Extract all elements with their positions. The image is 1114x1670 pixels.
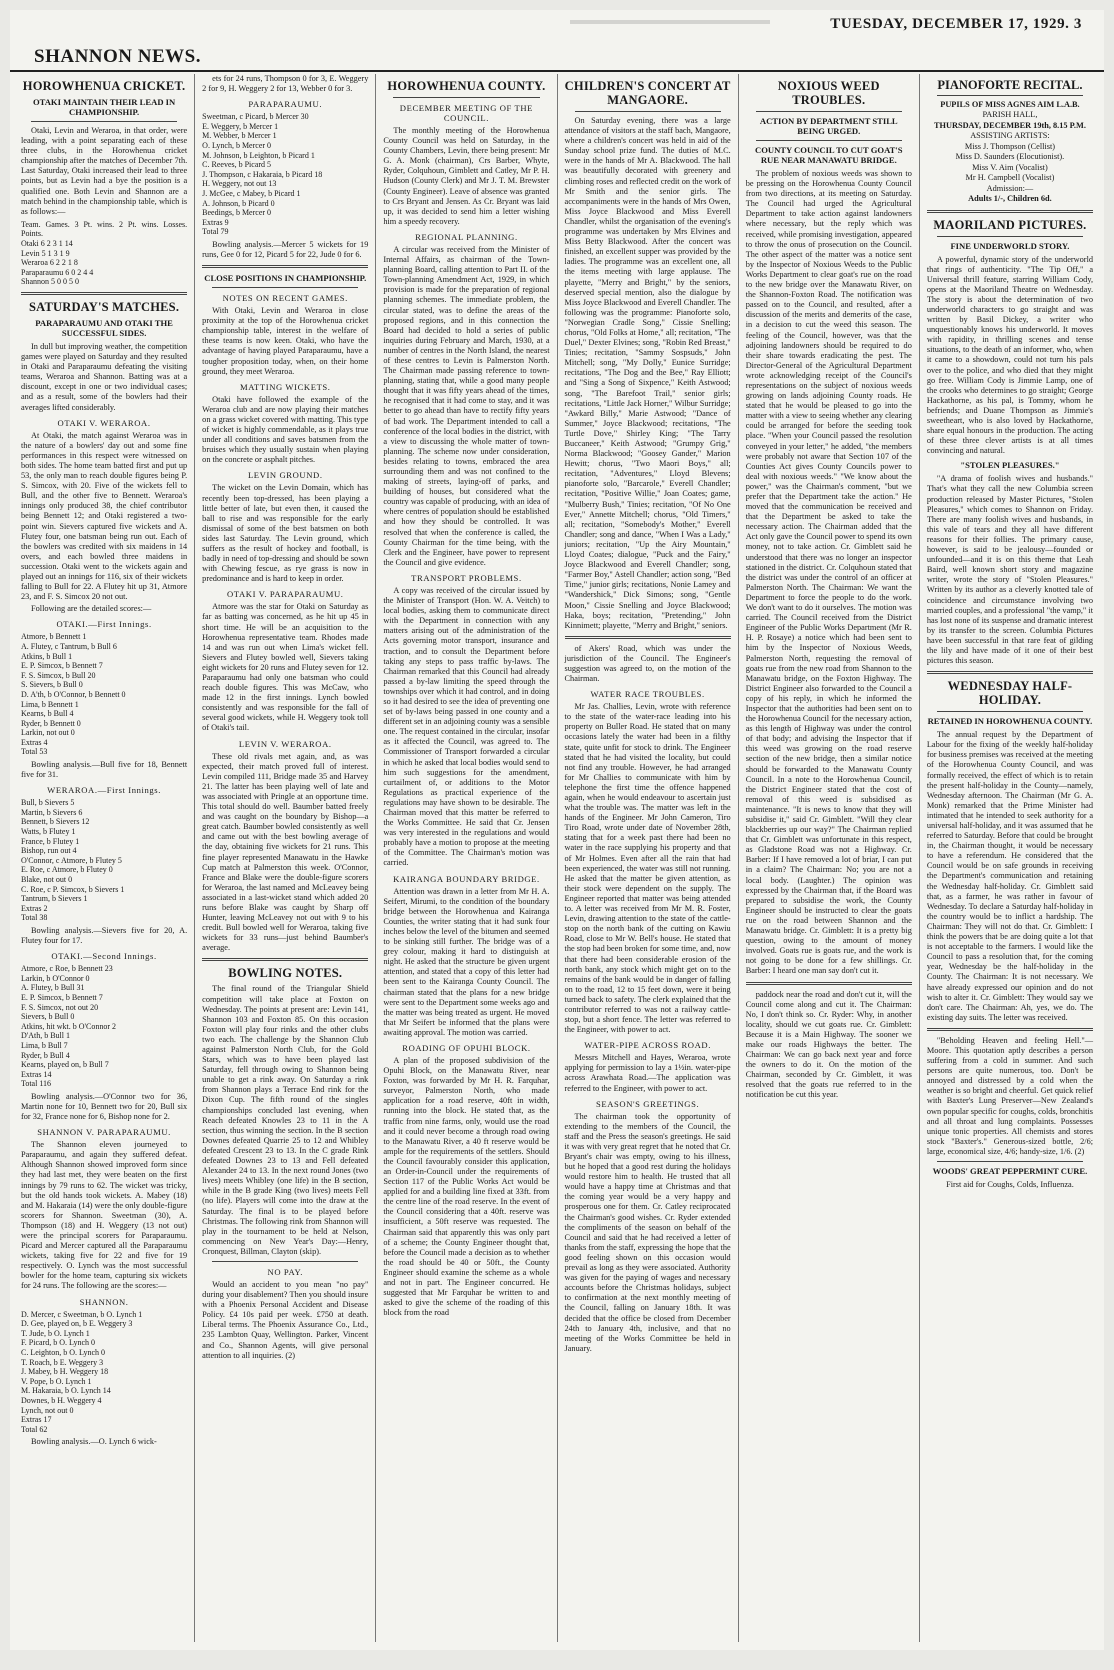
score-line: E. Weggery, b Mercer 1 (202, 121, 279, 131)
score-line: Total 79 (202, 227, 229, 237)
divider (937, 95, 1083, 96)
score-line: A. Johnson, b Picard 0 (202, 198, 275, 208)
divider (565, 636, 731, 639)
advert-artists-heading: ASSISTING ARTISTS: (970, 131, 1050, 140)
score-line: Extras 9 (202, 217, 229, 227)
score-line: Bishop, run out 4 (21, 846, 77, 856)
score-line: Downes, b H. Weggery 4 (21, 1395, 102, 1405)
score-line: M. Webber, b Mercer 1 (202, 131, 277, 141)
scorecard (21, 632, 187, 757)
article-text: "A drama of foolish wives and husbands." That's what they call the new Columbia screen production released by Master Pictures, "Stolen Pleasures," which comes to Shannon on Friday. There are many foolish wives and husbands, in this vale of tears and they all have different reasons for their follies. The primary cause, however, is said to be jealousy—founded or unfounded—and it is on this theme that Leah Baird, well known short story and magazine writer, wrote the story of "Stolen Pleasures." Written by its author as a cleverly knotted tale of coincidence and circumstance involving two married couples, and a professional "the vamp," it has lost none of its suspense and dramatic interest by its transfer to the screen. Columbia Pictures have been successful in that rare feat of gilding the lily and have made of it one of their best pictures this season. (926, 474, 1094, 666)
scorecard (202, 112, 368, 237)
section-heading: SEASON'S GREETINGS. (596, 1098, 700, 1109)
divider (937, 1161, 1083, 1162)
article-text: In dull but improving weather, the competition games were played on Saturday and they resulted in Otaki and Paraparaumu defeating the visiting teams, Weraroa and Shannon. Batting was at a discount, except in one or two individual cases; and as a result, some of the bowlers had their averages lifted considerably. (21, 342, 188, 412)
issue-date: TUESDAY, DECEMBER 17, 1929. 3 (830, 16, 1082, 32)
divider (575, 111, 721, 112)
masthead (10, 10, 1104, 72)
admission-label: Admission:— (986, 183, 1034, 193)
table-header: Team. Games. 3 Pt. wins. 2 Pt. wins. Losses. Points. (21, 219, 188, 239)
section-heading: REGIONAL PLANNING. (415, 231, 518, 242)
section-heading: LEVIN GROUND. (247, 470, 323, 481)
score-line: T. Jude, b O. Lynch 1 (21, 1328, 90, 1338)
bowling-analysis: Bowling analysis.—Sievers five for 20, A. Flutey four for 17. (21, 925, 188, 946)
ink-smudge (570, 20, 770, 24)
bowling-analysis: Bowling analysis.—Mercer 5 wickets for 19 runs, Gee 0 for 12, Picard 5 for 22, Jude 0 for 6. (202, 239, 369, 259)
paper-name: SHANNON NEWS. (34, 46, 201, 67)
score-line: D. Gee, played on, b E. Weggery 3 (21, 1319, 133, 1329)
column-container (14, 74, 1100, 1642)
artist-line: Mr H. Campbell (Vocalist) (965, 173, 1055, 182)
scorecard (21, 1310, 187, 1435)
scorecard-heading: OTAKI.—First Innings. (56, 619, 152, 630)
table-row: Paraparaumu 6 0 2 4 4 (21, 267, 94, 277)
score-line: F. Picard, b O. Lynch 0 (21, 1338, 96, 1348)
subhead: OTAKI MAINTAIN THEIR LEAD IN CHAMPIONSHIP. (32, 97, 176, 117)
column-6 (920, 74, 1100, 1642)
score-line: Extras 17 (21, 1415, 52, 1425)
score-line: J. McGee, c Mabey, b Picard 1 (202, 188, 301, 198)
bowling-analysis: Bowling analysis.—Bull five for 18, Bennett five for 31. (21, 760, 188, 780)
subhead: RETAINED IN HOROWHENUA COUNTY. (927, 716, 1093, 727)
score-line: Lima, b Bull 7 (21, 1040, 68, 1050)
column-5 (739, 74, 920, 1642)
divider (927, 671, 1093, 674)
score-line: Watts, b Flutey 1 (21, 827, 76, 837)
score-line: E. P. Simcox, b Bennett 7 (21, 661, 103, 671)
score-line: Atkins, hit wkt. b O'Connor 2 (21, 1021, 116, 1031)
scorecard (21, 964, 187, 1089)
divider (21, 292, 187, 295)
headline-bowling-notes: BOWLING NOTES. (228, 966, 343, 981)
score-line: M. Johnson, b Leighton, b Picard 1 (202, 150, 315, 160)
score-line: Lima, b Bennett 1 (21, 699, 79, 709)
score-line: D. A'th, b O'Connor, b Bennett 0 (21, 689, 126, 699)
headline-maoriland-pictures: MAORILAND PICTURES. (933, 217, 1087, 232)
score-line: Kearns, b Bull 4 (21, 709, 74, 719)
section-heading: OTAKI V. PARAPARAUMU. (227, 589, 344, 600)
score-line: Kearns, played on, b Bull 7 (21, 1060, 109, 1070)
artist-line: Miss J. Thompson (Cellist) (964, 141, 1056, 151)
advert-heading: WOODS' GREAT PEPPERMINT CURE. (932, 1166, 1088, 1176)
bowling-analysis: Bowling analysis.—O'Connor two for 36, Martin none for 10, Bennett two for 20, Bull six for 32, France none for 6, Bishop none for 2. (21, 1091, 188, 1122)
section-heading: "STOLEN PLEASURES." (960, 460, 1060, 471)
score-line: Total 38 (21, 913, 48, 923)
advert-subtitle: PUPILS OF MISS AGNES AIM L.A.B. (940, 99, 1080, 109)
divider (212, 1261, 358, 1262)
subhead: FINE UNDERWORLD STORY. (950, 240, 1070, 251)
headline-noxious-weed: NOXIOUS WEED TROUBLES. (777, 79, 880, 107)
section-heading: KAIRANGA BOUNDARY BRIDGE. (393, 873, 540, 884)
score-line: Sweetman, c Picard, b Mercer 30 (202, 112, 309, 122)
section-heading: WATER RACE TROUBLES. (590, 689, 705, 700)
score-line: Extras 4 (21, 737, 48, 747)
scorecard-heading: WERAROA.—First Innings. (47, 785, 161, 796)
table-row: Levin 5 1 3 1 9 (21, 248, 70, 258)
article-text: Following are the detailed scores:— (31, 604, 152, 614)
score-line: O'Connor, c Atmore, b Flutey 5 (21, 855, 122, 865)
score-line: E. P. Simcox, b Bennett 7 (21, 992, 103, 1002)
score-line: H. Weggery, not out 13 (202, 179, 277, 189)
article-text: Attention was drawn in a letter from Mr H. A. Seifert, Mirumi, to the condition of the boundary bridge between the Horowhenua and Kairanga Counties, the writer stating that it had sunk four inches below the level of the bitumen and seemed to be sinking still further. The bridge was of a grey colour, making it hard to distinguish at night. He asked that the structure be given urgent attention, and stated that a copy of this letter had been sent to the Kairanga County Council. The chairman stated that the plans for a new bridge were sent to the Department some weeks ago and the matter was being treated as urgent. He moved that Mr Seifert be informed that the plans were awaiting approval. The motion was carried. (383, 886, 550, 1037)
article-text: The final round of the Triangular Shield competition will take place at Foxton on Wednesday. The points at present are: Levin 141, Shannon 103 and Foxton 85. On this occasion Foxton will play four rinks and the other clubs two each. The challenge by the Shannon Club against Palmerston North Club, for the Gold Stars, which was to have been played last Saturday, fell through owing to Shannon being unable to get a rink away. On Saturday a rink from Shannon plays a Terrace End rink for the Dixon Cup. The fifth round of the singles championships concluded last evening, when Reach defeated Knowles 23 to 11 in the A section, thus winning the section. In the B section Downes defeated Quarrie 25 to 12 and Whibley defeated Crescent 23 to 13. In the C grade Rink defeated Downes 23 to 13 and Fell defeated Alexander 24 to 13. In the next round Jones (two lives) meets Whibley (one life) in the B section, while in the B grade King (two lives) meets Fell (no life). Players will come into the draw at the Saturday. The final is to be played before Christmas. The following rink from Shannon will play in the tournament to be held at Nelson, commencing on New Year's Day:—Henry, Cronquest, Billman, Clayton (skip). (202, 984, 369, 1256)
divider (927, 210, 1093, 213)
article-text: The chairman took the opportunity of extending to the members of the Council, the staff and the Press the season's greetings. He said it was with very great regret that he noted that Cr. Bryant's chair was empty, owing to his illness, but he hoped that a good rest during the holidays would restore him to health. He trusted that all would have a happy time at Christmas and that the coming year would be a very happy and prosperous one for them. Cr. Catley reciprocated the Chairman's good wishes. Cr. Ryder extended the compliments of the season on behalf of the Council and said that he had received a letter of thanks from the staff, expressing the hope that the good feeling shown on this occasion would prevail as long as they were associated. Authority was given for the paying of wages and necessary accounts before the Christmas holidays, subject to confirmation at the next monthly meeting of the Council, falling on January 18th. It was decided that the office be closed from December 24th to January 4th, inclusive, and that no meeting of the Works Committee be held in January. (564, 1111, 731, 1353)
table-row: Otaki 6 2 3 1 14 (21, 239, 73, 249)
section-heading: ROADING OF OPUHI BLOCK. (402, 1042, 531, 1053)
column-3 (376, 74, 557, 1642)
bowling-analysis: Bowling analysis.—O. Lynch 6 wick- (31, 1437, 157, 1447)
section-heading: TRANSPORT PROBLEMS. (411, 572, 522, 583)
score-line: Ryder, b Bull 4 (21, 1050, 70, 1060)
score-line: Extras 2 (21, 903, 48, 913)
score-line: Total 116 (21, 1079, 52, 1089)
score-line: Sievers, b Bull 0 (21, 1012, 75, 1022)
article-text: Atmore was the star for Otaki on Saturday as far as batting was concerned, as he hit up 45 in short time. He will be an acquisition to the Horowhenua representative team. Rhodes made 14 and was run out when Lima's wicket fell. Sievers and Flutey bowled well, Sievers taking eight wickets for 20 runs and Flutey seven for 12. Paraparaumu had only one batsman who could reach double figures. This was McCaw, who made 12 in the first innings. Lynch bowled consistently and was responsible for the fall of several good wickets, while H. Weggery took toll of Otaki's tail. (202, 602, 369, 733)
divider (937, 711, 1083, 712)
score-line: C. Leighton, b O. Lynch 0 (21, 1347, 105, 1357)
score-line: J. Thompson, c Hakaraia, b Picard 18 (202, 169, 323, 179)
headline-horowhenua-cricket: HOROWHENUA CRICKET. (22, 79, 186, 93)
article-text: With Otaki, Levin and Weraroa in close proximity at the top of the Horowhenua cricket championship table, interest in the welfare of these teams is now keen. Otaki, who have the advantage of having played Paraparaumu, have a tougher proposition today, when, on their home ground, they meet Weraroa. (202, 306, 369, 376)
subhead: PARAPARAUMU AND OTAKI THE SUCCESSFUL SIDES. (35, 318, 173, 338)
section-heading: MATTING WICKETS. (239, 381, 331, 392)
column-1 (14, 74, 195, 1642)
score-line: Atmore, b Bennett 1 (21, 632, 87, 642)
score-line: D'Ath, b Bull 1 (21, 1031, 70, 1041)
subhead: DECEMBER MEETING OF THE COUNCIL. (399, 103, 534, 123)
score-line: S. Sievers, b Bull 0 (21, 680, 83, 690)
divider (31, 121, 177, 122)
standings-table (21, 220, 187, 287)
advert-title: PIANOFORTE RECITAL. (937, 78, 1083, 92)
score-line: Atkins, b Bull 1 (21, 651, 73, 661)
article-text: Messrs Mitchell and Hayes, Weraroa, wrote applying for permission to lay a 1½in. water-pipe across Arawhata Road.—The application was referred to the Engineer, with power to act. (564, 1053, 731, 1093)
article-text: A circular was received from the Minister of Internal Affairs, as chairman of the Town-planning Board, calling attention to Part II. of the Town-planning Amendment Act, 1929, in which provision is made for the preparation of regional planning schemes. The immediate problem, the circular stated, was to define the areas of the proposed regions, and in this connection the Board had decided to hold a series of public inquiries during February and March, 1930, at a number of centres in the North Island, the nearest of these centres to Levin is Palmerston North. The Chairman made passing reference to town-planning, stating that, while a good many people thought that it was fifty years ahead of the times, he recognised that it had come to stay, and it was better to go ahead than have to rectify fifty years of bad work. The Department intended to call a conference of the local bodies in the district, with a view to discussing the whole matter of town-planning. The scheme now under consideration, besides relating to towns, embraced the area surrounding them and was not confined to the making of streets, laying-off of parks, and building of houses, but considered what the country was capable of producing, with an idea of where centres of population should be established and how they should be controlled. It was resolved that when the conference is called, the County Chairman for the time being, with the Clerk and the Engineer, have power to represent the Council and give evidence. (383, 244, 550, 567)
divider (202, 958, 368, 961)
score-line: Larkin, not out 0 (21, 728, 75, 738)
article-text: The wicket on the Levin Domain, which has recently been top-dressed, has been playing a little better of late, but even then, it caused the ball to rise and was responsible for the early dismissal of some of the best batsmen on both sides last Saturday. The Levin ground, which suffers as the result of hockey and football, is badly in need of top-dressing and should be sown with Chewing fescue, as rye grass is now in predominance and is hard to keep in order. (202, 483, 369, 584)
score-line: Martin, b Sievers 6 (21, 807, 83, 817)
table-row: Shannon 5 0 0 5 0 (21, 277, 79, 287)
article-text: ets for 24 runs, Thompson 0 for 3, E. Weggery 2 for 9, H. Weggery 2 for 13, Webber 0 for 3. (202, 74, 369, 94)
scorecard-heading: OTAKI.—Second Innings. (51, 951, 157, 962)
score-line: Blake, not out 0 (21, 875, 73, 884)
score-line: Extras 14 (21, 1069, 52, 1079)
score-line: T. Roach, b E. Weggery 3 (21, 1357, 104, 1367)
divider (756, 111, 902, 112)
article-text: The Shannon eleven journeyed to Paraparaumu, and again they suffered defeat. Although Shannon showed improved form since they had last met, they were beaten on the first innings by 79 runs to 62. The wicket was tricky, but the old hands took wickets. A. Mabey (18) and M. Hakaraia (14) were the only double-figure scorers for Shannon. Sweetman (30), A. Thompson (18) and H. Weggery (13 not out) were the principal scorers for Paraparaumu. Picard and Mercer captured all the Paraparaumu wickets, taking five for 22 and five for 19 respectively. O. Lynch was the most successful bowler for the home team, capturing six wickets for 24 runs. The following are the scores:— (21, 1140, 188, 1291)
section-heading: NOTES ON RECENT GAMES. (222, 293, 348, 304)
score-line: A. Flutey, c Tantrum, b Bull 6 (21, 641, 117, 651)
recital-advert (927, 80, 1093, 205)
artist-line: Miss V. Aim (Vocalist) (972, 162, 1048, 172)
divider (927, 1028, 1093, 1031)
section-heading: OTAKI V. WERAROA. (57, 417, 151, 428)
artist-line: Miss D. Saunders (Elocutionist). (955, 152, 1065, 161)
score-line: E. Roe, c Atmore, b Flutey 0 (21, 865, 113, 875)
score-line: Lynch, not out 0 (21, 1405, 74, 1415)
article-text: Otaki have followed the example of the Weraroa club and are now playing their matches on a grass wicket covered with matting. This type of wicket is highly commendable, as it plays true under all conditions and saves batsmen from the bruises which they usually sustain when playing on the concrete or asphalt pitches. (202, 394, 369, 465)
score-line: F. S. Simcox, b Bull 20 (21, 670, 96, 680)
score-line: France, b Flutey 1 (21, 836, 80, 846)
score-line: C. Roe, c P. Simcox, b Sievers 1 (21, 884, 125, 894)
headline-close-positions: CLOSE POSITIONS IN CHAMPIONSHIP. (204, 273, 367, 284)
newspaper-page (10, 10, 1104, 1650)
score-line: Tantrum, b Sievers 1 (21, 894, 88, 904)
column-2 (195, 74, 376, 1642)
score-line: V. Pope, b O. Lynch 1 (21, 1376, 92, 1386)
article-text: The annual request by the Department of Labour for the fixing of the weekly half-holiday for business premises was received at the meeting of the Horowhenua County Council, and was formally received, the effect of which is to retain the present half-holiday in the County—namely, Wednesday afternoon. The Chairman (Mr G. A. Monk) remarked that the Prime Minister had intimated that he intended to seek authority for a universal half-holiday, and it was assumed that he referred to Saturday. Before that could be brought in, the Chairman thought, it would be necessary to have a referendum. He considered that the Council would be on safe grounds in receiving the Department's communication and retaining the Wednesday half-holiday. Cr. Gimblett said that, as a farmer, he was rather in favour of Wednesday. To declare a Saturday half-holiday in the country would be to inflict a hardship. The Chairman: They will not do that. Cr. Gimblett: I think the powers that be are doing quite a lot that is not acceptable to the farmers. I would like the Council to pass a resolution that, for the coming year, Wednesday be the half-holiday in the County. The Chairman: It is not necessary. We have already expressed our opinion and do not wish to alter it. Cr. Gimblett: They would say we don't care. The Chairman: Ah, yes, we do. The existing day suits. The letter was received. (926, 730, 1094, 1022)
article-text: paddock near the road and don't cut it, will the Council come along and cut it. The Chairman: No, I don't think so. Cr. Ryder: Why, in another locality, should we cut goats rue. Cr. Gimblett: Because it is a Main Highway. The sooner we make our roads Highways the better. The Chairman: We can go back next year and force the owners to do it. On the motion of the Chairman, seconded by Cr. Gimblett, it was resolved that the goats rue referred to in the notification be cut this year. (745, 989, 912, 1100)
divider (937, 236, 1083, 237)
section-heading: SHANNON V. PARAPARAUMU. (37, 1127, 171, 1138)
divider (746, 982, 912, 985)
article-text: of Akers' Road, which was under the jurisdiction of the Council. The Engineer's suggestion was agreed to, on the motion of the Chairman. (564, 643, 731, 684)
scorecard-heading: PARAPARAUMU. (248, 99, 323, 110)
score-line: J. Mabey, b H. Weggery 18 (21, 1367, 109, 1377)
score-line: F. S. Simcox, not out 20 (21, 1002, 99, 1012)
divider (202, 265, 368, 268)
score-line: D. Mercer, c Sweetman, b O. Lynch 1 (21, 1309, 143, 1319)
article-text: These old rivals met again, and, as was expected, their match proved full of interest. Levin compiled 111, Bridge made 35 and Harvey 21. The latter has been playing well of late and was associated with Pringle at an opportune time. This total should do well. Baumber batted freely and was caught on the boundary by Bishop—a great catch. Baumber bowled consistently as well and came out with the best bowling average of the day, obtaining five wickets for 21 runs. This fine player represented Manawatu in the Hawke Cup match at Palmerston this week. O'Connor, France and Blake were the double-figure scorers for Weraroa, the last named and McLeavey being associated in a last-wicket stand which added 20 runs before Blake was caught by Sharp off Hunter, leaving McLeavey not out with 9 to his credit. Bull bowled well for Weraroa, taking five wickets for 33 runs—just behind Baumber's average. (202, 751, 369, 953)
score-line: Total 62 (21, 1424, 48, 1434)
article-text: Mr Jas. Challies, Levin, wrote with reference to the state of the water-race leading into his property on Buller Road. He stated that on many occasions lately the water had been in a filthy state, quite unfit for stock to drink. The Engineer stated that he had visited the locality, but could not find any trouble. However, he had arranged for Mr Challies to communicate with him by telephone the first time the offence happened again, when he would endeavour to ascertain just what the trouble was. The matter was left in the hands of the Engineer. Mr John Cameron, Tiro Tiro Road, wrote under date of November 28th, stating that for a week past there had been no water in the race supplying his property and that of Mr Holmes. Even after all the rain that had been experienced, the water was still not running. He asked that the matter be given attention, as their stock were dependent on the supply. The Engineer reported that matter was being attended to. A letter was received from Mr M. R. Foster, Levin, drawing attention to the state of the cattle-stop on the north bank of the cutting on Kawiu Road, close to Mr W. Bell's house. He stated that the stop had been broken for some time, and, now that there had been considerable erosion of the north bank, any stock which might get on to the remains of the bank would be in danger of falling on to the road, 12 to 15 feet down, were it being turned back to safety. The clerk explained that the contributor referred to was not a railway cattle-stop, but a short fence. The letter was referred to the Engineer, with power to act. (564, 702, 731, 1035)
article-text: The monthly meeting of the Horowhenua County Council was held on Saturday, in the County Chambers, Levin, there being present: Mr G. A. Monk (chairman), Crs Barber, Whyte, Ryder, Colquhoun, Gimblett and Catley, Mr P. H. Hudson (County Clerk) and Mr J. T. M. Brewster (County Engineer). Leave of absence was granted to Crs Bryant and Jensen. As Cr. Bryant was laid up, it was decided to send him a letter wishing him a speedy recovery. (383, 126, 550, 226)
scorecard-heading: SHANNON. (79, 1296, 129, 1307)
score-line: Total 53 (21, 747, 48, 757)
headline-wednesday-half-holiday: WEDNESDAY HALF-HOLIDAY. (947, 679, 1073, 708)
score-line: Larkin, b O'Connor 0 (21, 973, 90, 983)
article-text: A plan of the proposed subdivision of the Opuhi Block, on the Manawatu River, near Foxton, was forwarded by Mr H. R. Farquhar, surveyor, Palmerston North, who made application for a road reserve, 40ft in width, running into the block. He stated that, as the traffic from nine farms, only, would use the road and it could never become a through road owing to the Manawatu River, a 40 ft reserve would be ample for the requirements of the settlers. Should the Council favourably consider this application, an Order-in-Council under the requirements of Section 117 of the Public Works Act would be applied for and a building line fixed at 33ft. from the centre line of the road reserve. In the event of the Council considering that a 40ft. reserve was insufficient, a 50ft reserve was requested. The Chairman said that apparently this was only part of a scheme; the County Engineer thought that, before the Council made a decision as to whether the road should be 40 or 50ft., the County Engineer should examine the scheme as a whole and not in part. The Engineer concurred. He suggested that Mr Farquhar be written to and asked to give the scheme of the roading of this block from the road (383, 1055, 550, 1318)
column-4 (558, 74, 739, 1642)
section-heading: LEVIN V. WERAROA. (238, 738, 332, 749)
score-line: C. Reeves, b Picard 5 (202, 160, 272, 170)
article-text: On Saturday evening, there was a large attendance of visitors at the staff bach, Mangaore, where a children's concert was held in aid of the Sunday school prize fund. The duties of M.C. were in the hands of Mr A. Blackwood. The hall was beautifully decorated with greenery and climbing roses and reflected credit on the work of Mr Smith and the senior girls. The accompaniments were in the hands of Mrs Owen, Miss Joyce Blackwood and Miss Everell Chandler, whilst the organisation of the evening's programme was undertaken by Mrs Elvines and Miss Betty Blackwood. After the concert was finished, an excellent supper was provided by the ladies. The programme was an excellent one, all the items meeting with large applause. The playette, "Merry and Bright," by the seniors, deserved special mention, also the dialogue by Miss Joyce Blackwood and Everell Chandler. The following was the programme: Pianoforte solo, "Norwegian Cradle Song," Cissie Snelling; chorus, "Old Folks at Home," all; recitation, "The Duel," Dexter Elvines; song, "Robin Red Breast," Tinies; recitation, "Sammy Sospsuds," John Mitchell; song, "My Dolly," Eunice Surridge; recitations, "The Dog and the Bee," Ray Elliott; and "Sing a Song of Sixpence," Keith Astwood; song, "The Barefoot Trail," senior girls; recitations, "Little Jack Horner," Wilbur Surridge; "Awkard Billy," Marie Astwood; "Dance of Summer," Joyce Blackwood; recitations, "The Turtle Dove," Shirley King; "The Tarry Buccaneer," Keith Astwood; "Grumpy Grig," Norma Blackwood; "Goosey Gander," Marion Hewitt; chorus, "Two Maori Boys," all; recitation, "Adventures," Lloyd Blevens; pianoforte solo, "Barcarole," Everell Chandler; recitation, "Positive Willie," Joan Coates; game, "Mulberry Bush," Tinies; recitation, "Of No One Ever," Annette Mitchell; chorus, "Old Timers," all; recitation, "Somebody's Mother," Everell Chandler; song and dance, "When I Was a Lady," juniors; recitation, "Up the Airy Mountain," Lloyd Coates; dialogue, "Puck and the Fairy," Joyce Blackwood and Everell Chandler; song, "Farmer Boy," Astell Chandler; action song, "Bed Time," junior girls; recitations, Nonie Lamey and "Wandershick," Dick Simons; song, "Gentle Moon," Cissie Snelling and Joyce Blackwood; Haka, boys; recitation, "Pretending," John Kinnimett; playette, "Merry and Bright," seniors. (564, 116, 731, 630)
score-line: Atmore, c Roe, b Bennett 23 (21, 964, 113, 974)
score-line: A. Flutey, b Bull 31 (21, 983, 85, 993)
advert-venue: PARISH HALL, (982, 110, 1038, 119)
score-line: Bull, b Sievers 5 (21, 798, 75, 808)
headline-horowhenua-county: HOROWHENUA COUNTY. (387, 79, 546, 93)
advert-text: Would an accident to you mean "no pay" during your disablement? Then you should insure with a Phoenix Personal Accident and Disease Policy. £4 10s paid per week. £750 at death. Liberal terms. The Phoenix Assurance Co., Ltd., 235 Lambton Quay, Wellington. Parker, Vincent and Co., Shannon Agents, will give personal attention to all inquiries. (2) (202, 1279, 369, 1360)
article-text: The problem of noxious weeds was shown to be pressing on the Horowhenua County Council from two directions, at its meeting on Saturday. The Council had urged the Agricultural Department to take action against landowners where necessary, but the reply which was received, while promising investigation, appeared to throw the onus of prosecution on the Council. The other aspect of the matter was a notice sent by the Inspector of Noxious Weeds to the Public Works Department to clear goat's rue on the road to the new bridge over the Manawatu River, on the Shannon-Foxton Road. The notification was passed on to the Council, and resulted, after a discussion of the merits and demerits of the case, in a decision to cut the weed this season. The feeling of the Council, however, was that the adjoining landowners should be required to do their share towards eradicating the pest. The Director-General of the Agricultural Department wrote acknowledging receipt of the Council's representations on the subject of noxious weeds growing on lands adjoining County roads. He stated that he would be pleased to go into the matter with a view to seeing whether any clearing could be arranged for before the seeding took place. "When your Council passed the resolution conveyed in your letter," he added, "the members were probably not aware that Section 107 of the Counties Act gives County Councils power to deal with noxious weeds." "We know about the power," was the Chairman's comment, "but we prefer that the Department take the action." He moved that the communication be received and that the Department be asked to take the necessary action. The Chairman added that the Act only gave the Council power to spend its own money, not to take action. Cr. Gimblett said he understood that there was no longer an inspector stationed in the district. Cr. Colquhoun stated that the district was under the control of an officer at Palmerston North. The Chairman: We want the Department to force the people to do the work. We don't want to do it ourselves. The motion was carried. The Council received from the District Engineer of the Public Works Department (Mr R. H. P. Rosaye) a notice which had been sent to him by the Inspector of Noxious Weeds, Palmerston North, requesting the removal of goats rue from the new road from Shannon to the Manawatu bridge, on the Foxton Highway. The District Engineer also forwarded to the Council a copy of his reply, in which he informed the Inspector that the authorities had been sent on to the Horowhenua Council for the necessary action, as this length of Highway was under the control of that body; and advising the Inspector that if this weed was growing on the road reserve section of the new bridge, then a similar notice should be forwarded to the Manawatu County Council. In a note to the Horowhenua Council, the District Engineer stated that the cost of removal of this weed is subsidised as maintenance. "It is news to know that they will subsidise it," said Cr. Gimblett. "Will they clear blackberries up our way?" The Chairman replied that Cr. Gimblett was unfortunate in this respect, as Gladstone Road was not a Highway. Cr. Barber: If I have removed a lot of briar, I can put in a claim? The Chairman: No; you are not a local body. (Laughter.) The opinion was expressed by the Chairman that, if the Board was prepared to subsidise the work, the County Engineer should be instructed to clear the goats rue on the road between Shannon and the Manawatu bridge. Cr. Gimblett: It is a pretty big question, owing to the amount of money involved. Goats rue is goats rue, and the work is not going to be done for a few shillings. Cr. Barber: I heard one man say don't cut it. (745, 169, 912, 976)
article-text: A copy was received of the circular issued by the Minister of Transport (Hon. W. A. Veitch) to local bodies, asking them to communicate direct with the Department in connection with any matters arising out of the administration of the Acts governing motor transport, insurance and traction, and to consult the Department before taking any steps to pass traffic by-laws. The Chairman remarked that this Council had already passed a by-law limiting the speed through the townships over which it had control, and in doing so it had desired to see the idea of preventing one set of by-laws being passed in one county and a different set in an adjoining county was a sensible one. The request contained in the circular, insofar as it affected the Council, was agreed to. The Commissioner of Transport forwarded a circular in which he asked that local bodies would send to him such suggestions for the amendment, curtailment of, or additions to the Motor Regulations as practical experience of the regulations may have shown to be desirable. The Chairman moved that this matter be referred to the Works Committee. He said that Cr. Jensen was very interested in the regulations and would probably have a motion to propose at the meeting of the Committee. The Chairman's motion was carried. (383, 585, 550, 868)
headline-childrens-concert: CHILDREN'S CONCERT AT MANGAORE. (564, 79, 731, 107)
article-text: A powerful, dynamic story of the underworld that rings of authenticity. "The Tip Off," a Universal thrill feature, starring William Cody, opens at the Maoriland Theatre on Wednesday. The story is about the determination of two underworld characters to go straight and was written by Basil Dickey, a writer who unquestionably knows his underworld. It moves with rapidity, in thrilling scenes and tense situations, to the death of an informer, who, when it came to a showdown, could not turn his pals over to the police, and who died that they might go free. William Cody is Jimmie Lamp, one of the crooks who determines to go straight; George Hackathorne, as his pal, is Tommy, whom he befriends; and Duane Thompson as Jimmie's sweetheart, who is also loved by Hackathorne, share equal honours in the production. The acting of these three clever artists is at all times convincing and natural. (926, 254, 1094, 456)
section-heading: WATER-PIPE ACROSS ROAD. (584, 1040, 711, 1051)
divider (756, 140, 902, 141)
score-line: Bennett, b Sievers 12 (21, 817, 90, 827)
table-row: Weraroa 6 2 2 1 8 (21, 258, 78, 268)
advert-date: THURSDAY, DECEMBER 19th, 8.15 P.M. (933, 120, 1086, 130)
score-line: Beedings, b Mercer 0 (202, 208, 272, 218)
subhead: ACTION BY DEPARTMENT STILL BEING URGED. (759, 116, 898, 136)
score-line: Ryder, b Bennett 0 (21, 718, 81, 728)
score-line: M. Hakaraia, b O. Lynch 14 (21, 1386, 111, 1396)
advert-heading: NO PAY. (267, 1266, 303, 1277)
article-text: At Otaki, the match against Weraroa was in the nature of a bowlers' day out and some fine performances in this respect were witnessed on both sides. The home team batted first and put up 53, the only man to reach double figures being P. S. Simcox, with 20. Five of the wickets fell to Bull, and the other five to Bennett. Weraroa's innings only produced 38, the chief contributor being Bennett 12; and Otaki registered a two-point win. Sievers captured five wickets and A. Flutey four, one batsman being run out. Each of the bowlers was credited with six maidens in 14 overs, and each bowled three maidens in succession. Otaki went to the wickets again and played out an innings for 116, six of their wickets falling to Bull for 22. A Flutey hit up 31, Atmore 23, and F. S. Simcox 20 not out. (21, 430, 188, 602)
divider (393, 97, 539, 98)
score-line: O. Lynch, b Mercer 0 (202, 140, 272, 150)
advert-text: "Beholding Heaven and feeling Hell."—Moore. This quotation aptly describes a person suffering from a cold in summer. And such persons are quite numerous, too. Don't be annoyed and distressed by a cold when the weather is so bright and cheerful. Get quick relief with Baxter's Lung Preserver—New Zealand's own popular specific for coughs, colds, bronchitis and all throat and lung complaints. Possesses unique tonic properties. All chemists and stores stock "Baxter's." Generous-sized bottle, 2/6; large, economical size, 4/6; handy-size, 1/6. (2) (926, 1035, 1094, 1156)
admission-prices: Adults 1/-, Children 6d. (968, 194, 1052, 203)
scorecard (21, 798, 187, 923)
advert-text: First aid for Coughs, Colds, Influenza. (946, 1180, 1074, 1189)
subhead: COUNTY COUNCIL TO CUT GOAT'S RUE NEAR MANAWATU BRIDGE. (754, 145, 903, 165)
article-text: Otaki, Levin and Weraroa, in that order, were leading, with a point separating each of these three clubs, in the Horowhenua cricket championship after the matches of December 7th. Last Saturday, Otaki increased their lead to three points, but as Levin had a bye the position is a qualified one. Both Levin and Shannon are a match behind in the championship table, which is as follows:— (21, 126, 188, 216)
divider (212, 287, 358, 288)
headline-saturdays-matches: SATURDAY'S MATCHES. (29, 300, 180, 314)
